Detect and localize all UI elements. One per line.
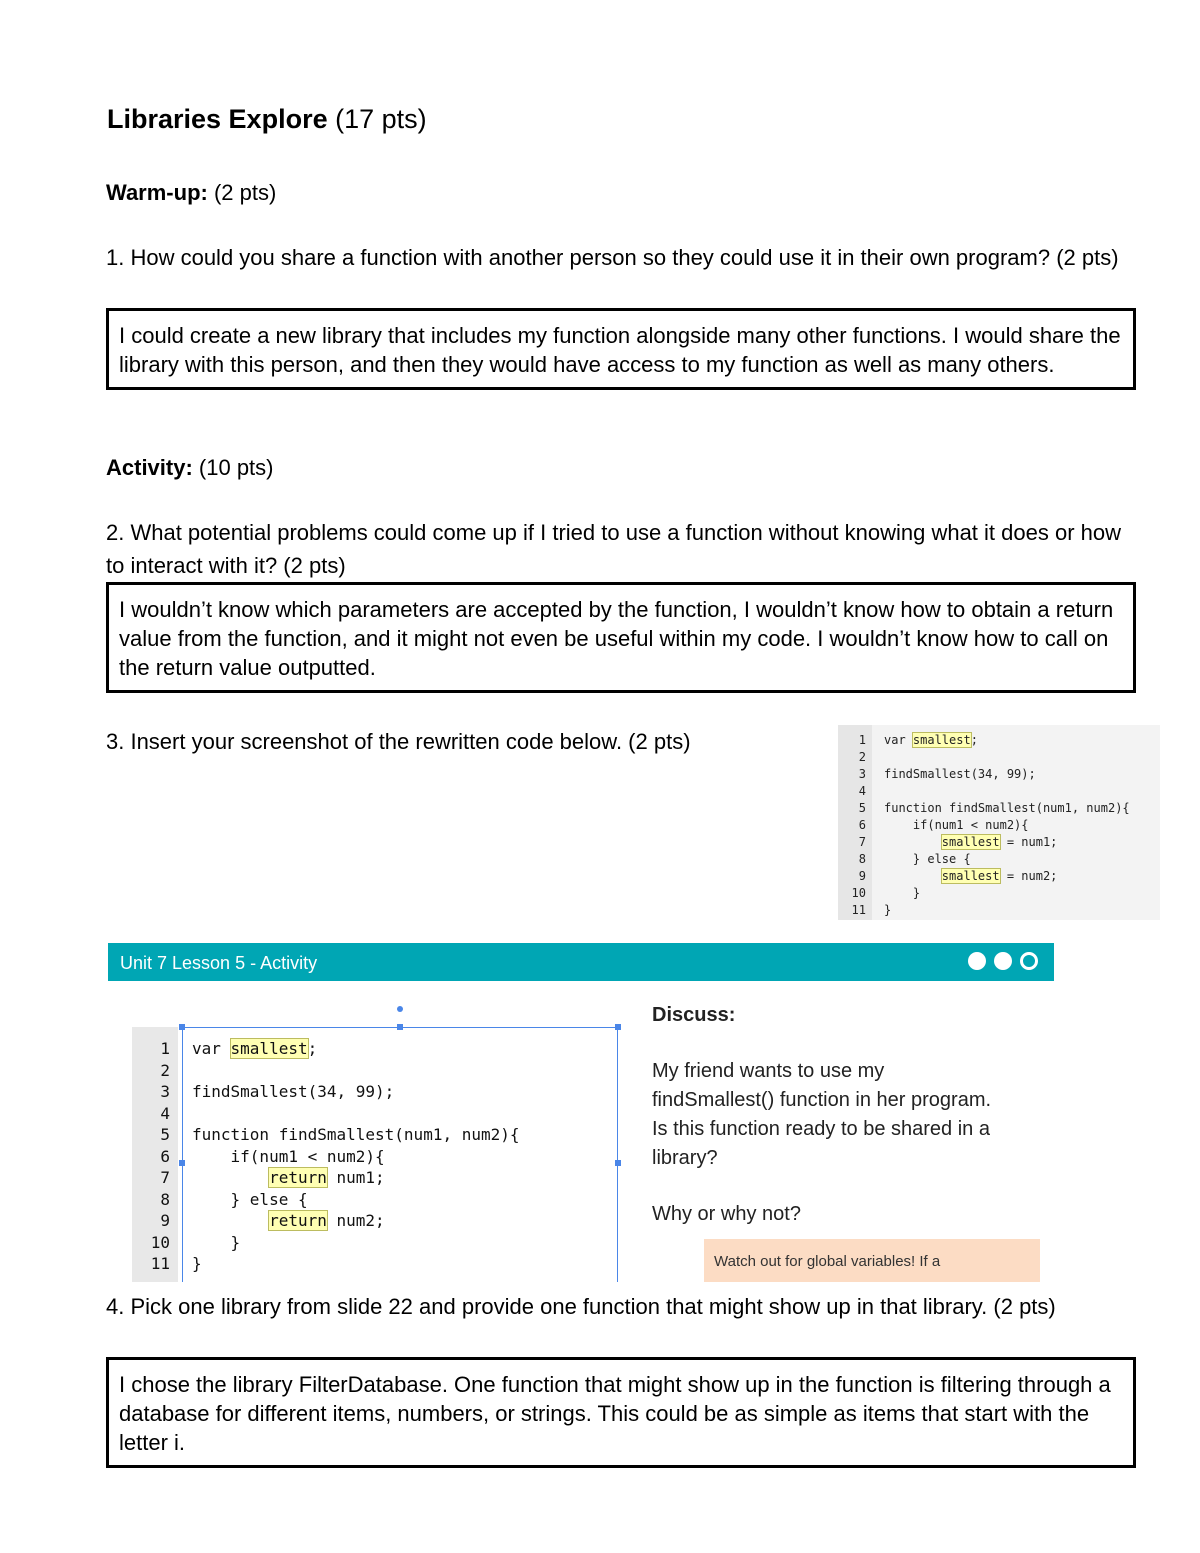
line-number: 9	[160, 1211, 170, 1230]
code-line: }	[884, 903, 892, 917]
line-number: 10	[150, 1233, 170, 1252]
question-1: 1. How could you share a function with another person so they could use it in their own program? (2 pts)	[106, 245, 1119, 270]
slide-header-bar	[108, 943, 1054, 981]
activity-heading: Activity: (10 pts)	[106, 455, 274, 480]
hollow-dot-icon	[1020, 952, 1038, 970]
line-number: 7	[160, 1168, 170, 1187]
discuss-why: Why or why not?	[652, 1203, 801, 1225]
question-2: 2. What potential problems could come up if I tried to use a function without knowing what it does or how to interact with it? (2 pts)	[106, 520, 1121, 578]
teacher-note: Watch out for global variables! If a	[704, 1239, 1040, 1282]
line-number: 9	[858, 869, 866, 883]
line-number: 4	[160, 1104, 170, 1123]
code-line: return num1;	[269, 1168, 385, 1187]
code-line: function findSmallest(num1, num2){	[192, 1125, 520, 1144]
code-screenshot-small	[838, 725, 1160, 920]
line-number: 11	[851, 903, 866, 917]
selection-box[interactable]	[182, 1027, 618, 1282]
line-number: 3	[858, 767, 866, 781]
question-4: 4. Pick one library from slide 22 and provide one function that might show up in that library. (2 pts)	[106, 1294, 1056, 1319]
line-number: 3	[160, 1082, 170, 1101]
filled-dot-icon	[994, 952, 1012, 970]
code-line: function findSmallest(num1, num2){	[884, 801, 1130, 815]
resize-handle[interactable]	[179, 1024, 185, 1030]
resize-handle[interactable]	[397, 1024, 403, 1030]
line-number: 8	[858, 852, 866, 866]
line-number: 2	[858, 750, 866, 764]
code-line: }	[192, 1233, 241, 1252]
line-number: 4	[858, 784, 866, 798]
code-line: if(num1 < num2){	[884, 818, 1029, 832]
code-line: return num2;	[269, 1211, 385, 1230]
line-number: 10	[851, 886, 866, 900]
code-line: findSmallest(34, 99);	[884, 767, 1036, 781]
discuss-heading: Discuss:	[652, 1004, 736, 1026]
answer-1[interactable]: I could create a new library that includes my function alongside many other functions. I would share the library with this person, and then they would have access to my function as well as many others.	[106, 308, 1136, 390]
code-line: findSmallest(34, 99);	[192, 1082, 395, 1101]
warmup-heading: Warm-up: (2 pts)	[106, 180, 277, 205]
line-number: 7	[858, 835, 866, 849]
answer-4[interactable]: I chose the library FilterDatabase. One function that might show up in the function is filtering through a database for different items, numbers, or strings. This could be as simple as items that start with the letter i.	[106, 1357, 1136, 1468]
line-number: 6	[858, 818, 866, 832]
line-number: 11	[150, 1254, 170, 1273]
code-line: smallest = num1;	[941, 835, 1058, 849]
question-3: 3. Insert your screenshot of the rewritten code below. (2 pts)	[106, 729, 691, 754]
line-number: 2	[160, 1061, 170, 1080]
code-line: smallest = num2;	[941, 869, 1058, 883]
resize-handle[interactable]	[615, 1160, 621, 1166]
discuss-body: My friend wants to use my findSmallest() function in her program. Is this function ready to be shared in a library?	[652, 1060, 992, 1169]
code-line: } else {	[884, 852, 971, 866]
rotate-handle[interactable]	[397, 1006, 403, 1012]
code-line: var smallest;	[192, 1039, 318, 1058]
line-number: 8	[160, 1190, 170, 1209]
line-number: 5	[858, 801, 866, 815]
slide-title: Unit 7 Lesson 5 - Activity	[120, 953, 318, 973]
code-line: }	[884, 886, 921, 900]
page-title: Libraries Explore (17 pts)	[107, 104, 427, 134]
resize-handle[interactable]	[615, 1024, 621, 1030]
filled-dot-icon	[968, 952, 986, 970]
resize-handle[interactable]	[179, 1160, 185, 1166]
answer-2[interactable]: I wouldn’t know which parameters are accepted by the function, I wouldn’t know how to obtain a return value from the function, and it might not even be useful within my code. I wouldn’t know how to call on the return value outputted.	[106, 582, 1136, 693]
code-line: }	[192, 1254, 202, 1273]
slide-screenshot	[108, 943, 1054, 1282]
line-number: 6	[160, 1147, 170, 1166]
line-number: 1	[160, 1039, 170, 1058]
line-number: 5	[160, 1125, 170, 1144]
code-line: } else {	[192, 1190, 308, 1209]
line-number: 1	[858, 733, 866, 747]
code-line: var smallest;	[884, 733, 978, 747]
code-line: if(num1 < num2){	[192, 1147, 385, 1166]
